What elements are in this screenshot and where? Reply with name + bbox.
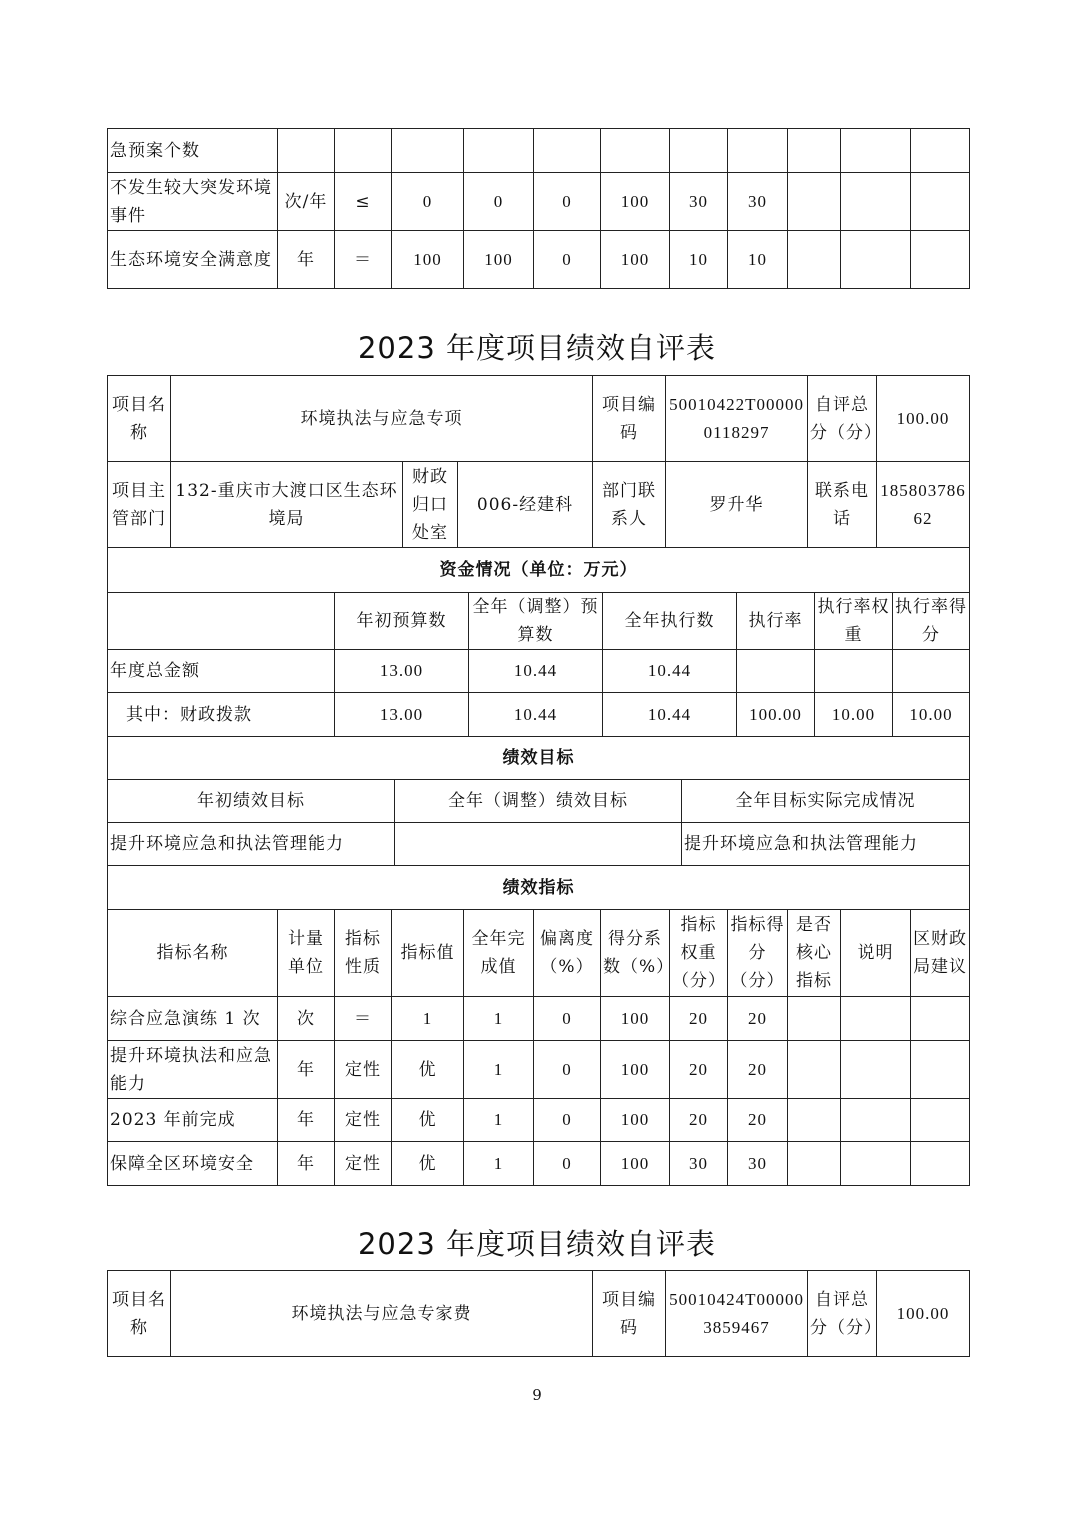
indicators-header: 绩效指标 (108, 866, 970, 910)
cell: 10.44 (603, 693, 737, 737)
column-header: 年初预算数 (335, 593, 469, 650)
dept-label: 项目主管部门 (108, 462, 171, 548)
form2-title: 2023 年度项目绩效自评表 (357, 1227, 717, 1261)
column-header: 全年完成值 (464, 910, 534, 997)
section-header-row (108, 548, 970, 593)
contact-label: 部门联系人 (593, 462, 666, 548)
cell: 1 (464, 997, 534, 1041)
adjusted-goal (395, 823, 682, 866)
cell: 年 (278, 1099, 335, 1142)
cell: 定性 (335, 1142, 392, 1186)
cell: 100 (601, 1099, 670, 1142)
header-row (108, 593, 970, 650)
cell (788, 1099, 841, 1142)
target: 100 (392, 231, 464, 289)
column-header: 全年目标实际完成情况 (682, 780, 970, 823)
continued-indicator-table (107, 128, 970, 289)
cell (788, 1041, 841, 1099)
cell: 10.44 (469, 693, 603, 737)
cell: 20 (728, 997, 788, 1041)
cell: 0 (534, 1041, 601, 1099)
cell (911, 1041, 970, 1099)
row-label: 年度总金额 (108, 650, 335, 693)
form2-header-table (107, 1270, 970, 1357)
column-header: 执行率权重 (815, 593, 893, 650)
self-score-label: 自评总分（分） (808, 1271, 877, 1357)
cell: 100.00 (737, 693, 815, 737)
cell (841, 1142, 911, 1186)
table-row (108, 693, 970, 737)
core (788, 231, 841, 289)
cell: 20 (670, 1041, 728, 1099)
suggest (911, 129, 970, 173)
column-header: 执行率得分 (893, 593, 970, 650)
table-row (108, 1099, 970, 1142)
table-row (108, 1041, 970, 1099)
cell: 20 (728, 1099, 788, 1142)
coef: 100 (601, 231, 670, 289)
self-score: 100.00 (877, 1271, 970, 1357)
deviation: 0 (534, 173, 601, 231)
actual: 0 (464, 173, 534, 231)
column-header: 全年（调整）预算数 (469, 593, 603, 650)
cell (788, 1142, 841, 1186)
self-score-label: 自评总分（分） (808, 376, 877, 462)
project-name: 环境执法与应急专项 (171, 376, 593, 462)
cell: 1 (464, 1041, 534, 1099)
cell (911, 1142, 970, 1186)
cell: 0 (534, 1142, 601, 1186)
dept: 132-重庆市大渡口区生态环境局 (171, 462, 403, 548)
cell (788, 997, 841, 1041)
column-header: 指标权重（分） (670, 910, 728, 997)
table-row (108, 129, 970, 173)
target (392, 129, 464, 173)
column-header: 指标值 (392, 910, 464, 997)
column-header: 全年执行数 (603, 593, 737, 650)
cell: 0 (534, 1099, 601, 1142)
table-row (108, 1271, 970, 1357)
unit: 年 (278, 231, 335, 289)
indicator-name: 2023 年前完成 (108, 1099, 278, 1142)
actual (464, 129, 534, 173)
goals-table (107, 736, 970, 866)
indicator-name: 不发生较大突发环境事件 (108, 173, 278, 231)
suggest (911, 173, 970, 231)
row-label: 其中：财政拨款 (108, 693, 335, 737)
column-header: 区财政局建议 (911, 910, 970, 997)
table-row (108, 997, 970, 1041)
table-row (108, 823, 970, 866)
table-row (108, 462, 970, 548)
indicator-name: 提升环境执法和应急能力 (108, 1041, 278, 1099)
deviation: 0 (534, 231, 601, 289)
cell: 10.00 (893, 693, 970, 737)
cell: 定性 (335, 1099, 392, 1142)
page-number: 9 (532, 1386, 542, 1404)
contact: 罗升华 (666, 462, 808, 548)
cell (815, 650, 893, 693)
section-header-row (108, 866, 970, 910)
indicator-name: 综合应急演练 1 次 (108, 997, 278, 1041)
cell: 13.00 (335, 650, 469, 693)
funds-header: 资金情况（单位：万元） (108, 548, 970, 593)
cell: 次 (278, 997, 335, 1041)
column-header: 全年（调整）绩效目标 (395, 780, 682, 823)
core (788, 173, 841, 231)
column-header (108, 593, 335, 650)
weight (670, 129, 728, 173)
coef: 100 (601, 173, 670, 231)
column-header: 指标得分（分） (728, 910, 788, 997)
cell (911, 1099, 970, 1142)
cell: ＝ (335, 997, 392, 1041)
cell: 10.44 (469, 650, 603, 693)
finance-label: 财政归口处室 (403, 462, 458, 548)
table-row (108, 173, 970, 231)
column-header: 说明 (841, 910, 911, 997)
table-row (108, 376, 970, 462)
column-header: 指标名称 (108, 910, 278, 997)
target: 0 (392, 173, 464, 231)
note (841, 231, 911, 289)
project-name: 环境执法与应急专家费 (171, 1271, 593, 1357)
indicator-name: 急预案个数 (108, 129, 278, 173)
finance: 006-经建科 (458, 462, 593, 548)
form1-header-table (107, 375, 970, 548)
project-code: 50010424T000003859467 (666, 1271, 808, 1357)
section-header-row (108, 737, 970, 780)
score (728, 129, 788, 173)
cell: 1 (464, 1142, 534, 1186)
cell: 30 (670, 1142, 728, 1186)
nature (335, 129, 392, 173)
cell (841, 1041, 911, 1099)
cell (893, 650, 970, 693)
column-header: 偏离度（%） (534, 910, 601, 997)
cell: 100 (601, 1142, 670, 1186)
column-header: 年初绩效目标 (108, 780, 395, 823)
project-name-label: 项目名称 (108, 376, 171, 462)
coef (601, 129, 670, 173)
self-score: 100.00 (877, 376, 970, 462)
unit: 次/年 (278, 173, 335, 231)
cell (911, 997, 970, 1041)
cell: 10.00 (815, 693, 893, 737)
cell: 30 (728, 1142, 788, 1186)
cell: 0 (534, 997, 601, 1041)
cell: 定性 (335, 1041, 392, 1099)
cell: 100 (601, 1041, 670, 1099)
cell: 20 (670, 1099, 728, 1142)
column-header: 执行率 (737, 593, 815, 650)
weight: 30 (670, 173, 728, 231)
actual-completion: 提升环境应急和执法管理能力 (682, 823, 970, 866)
indicator-name: 生态环境安全满意度 (108, 231, 278, 289)
table-row (108, 231, 970, 289)
goals-header: 绩效目标 (108, 737, 970, 780)
cell: 年 (278, 1041, 335, 1099)
cell: 13.00 (335, 693, 469, 737)
cell: 1 (392, 997, 464, 1041)
indicator-name: 保障全区环境安全 (108, 1142, 278, 1186)
cell (841, 997, 911, 1041)
project-code-label: 项目编码 (593, 376, 666, 462)
note (841, 129, 911, 173)
column-header: 是否核心指标 (788, 910, 841, 997)
header-row (108, 780, 970, 823)
phone-label: 联系电话 (808, 462, 877, 548)
form1-title: 2023 年度项目绩效自评表 (357, 331, 717, 365)
project-code-label: 项目编码 (593, 1271, 666, 1357)
cell (737, 650, 815, 693)
column-header: 指标性质 (335, 910, 392, 997)
unit (278, 129, 335, 173)
nature: ≤ (335, 173, 392, 231)
initial-goal: 提升环境应急和执法管理能力 (108, 823, 395, 866)
nature: ＝ (335, 231, 392, 289)
cell (841, 1099, 911, 1142)
cell: 优 (392, 1099, 464, 1142)
phone: 18580378662 (877, 462, 970, 548)
note (841, 173, 911, 231)
deviation (534, 129, 601, 173)
project-name-label: 项目名称 (108, 1271, 171, 1357)
cell: 20 (670, 997, 728, 1041)
score: 30 (728, 173, 788, 231)
cell: 20 (728, 1041, 788, 1099)
funds-table (107, 547, 970, 737)
cell: 年 (278, 1142, 335, 1186)
suggest (911, 231, 970, 289)
cell: 优 (392, 1041, 464, 1099)
actual: 100 (464, 231, 534, 289)
column-header: 计量单位 (278, 910, 335, 997)
project-code: 50010422T000000118297 (666, 376, 808, 462)
core (788, 129, 841, 173)
table-row (108, 1142, 970, 1186)
weight: 10 (670, 231, 728, 289)
cell: 优 (392, 1142, 464, 1186)
column-header: 得分系数（%） (601, 910, 670, 997)
cell: 10.44 (603, 650, 737, 693)
table-row (108, 650, 970, 693)
score: 10 (728, 231, 788, 289)
cell: 100 (601, 997, 670, 1041)
header-row (108, 910, 970, 997)
cell: 1 (464, 1099, 534, 1142)
indicators-table (107, 865, 970, 1186)
